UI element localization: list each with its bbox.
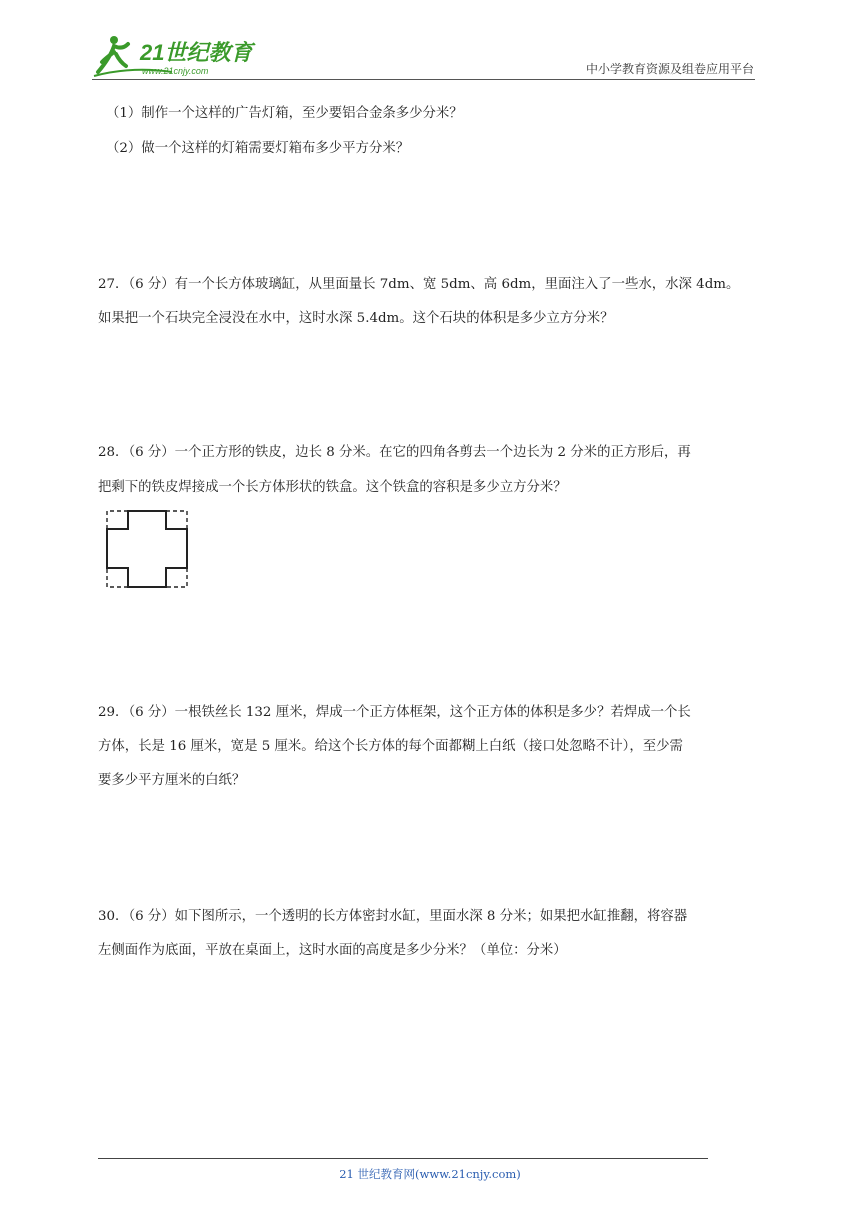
footer-divider	[98, 1158, 708, 1159]
q29-line-3: 要多少平方厘米的白纸？	[98, 773, 246, 788]
q28-line-2: 把剩下的铁皮焊接成一个长方体形状的铁盒。这个铁盒的容积是多少立方分米？	[98, 480, 567, 495]
logo-title: 21世纪教育	[140, 40, 253, 65]
site-logo	[92, 32, 262, 80]
logo-url: www.21cnjy.com	[142, 66, 209, 76]
cross-shape-diagram	[104, 508, 190, 590]
q30-line-1: 30．（6 分）如下图所示，一个透明的长方体密封水缸，里面水深 8 分米；如果把水缸推翻，将容器	[98, 909, 688, 924]
q27-line-1: 27．（6 分）有一个长方体玻璃缸，从里面量长 7dm、宽 5dm、高 6dm，里面注入了一些水，水深 4dm。	[98, 277, 740, 292]
q26-part-2: （2）做一个这样的灯箱需要灯箱布多少平方分米？	[106, 141, 410, 156]
runner-logo-icon	[92, 32, 262, 80]
q29-line-1: 29．（6 分）一根铁丝长 132 厘米，焊成一个正方体框架，这个正方体的体积是多少？若焊成一个长	[98, 705, 691, 720]
q28-line-1: 28．（6 分）一个正方形的铁皮，边长 8 分米。在它的四角各剪去一个边长为 2 分米的正方形后，再	[98, 445, 691, 460]
q30-line-2: 左侧面作为底面，平放在桌面上，这时水面的高度是多少分米？（单位：分米）	[98, 943, 567, 958]
q26-part-1: （1）制作一个这样的广告灯箱，至少要铝合金条多少分米？	[106, 106, 463, 121]
platform-name: 中小学教育资源及组卷应用平台	[585, 62, 754, 76]
q29-line-2: 方体，长是 16 厘米，宽是 5 厘米。给这个长方体的每个面都糊上白纸（接口处忽略不计），至少需	[98, 739, 683, 754]
footer-text: 21 世纪教育网(www.21cnjy.com)	[339, 1167, 521, 1181]
header-divider	[92, 79, 755, 80]
q27-line-2: 如果把一个石块完全浸没在水中，这时水深 5.4dm。这个石块的体积是多少立方分米？	[98, 311, 614, 326]
